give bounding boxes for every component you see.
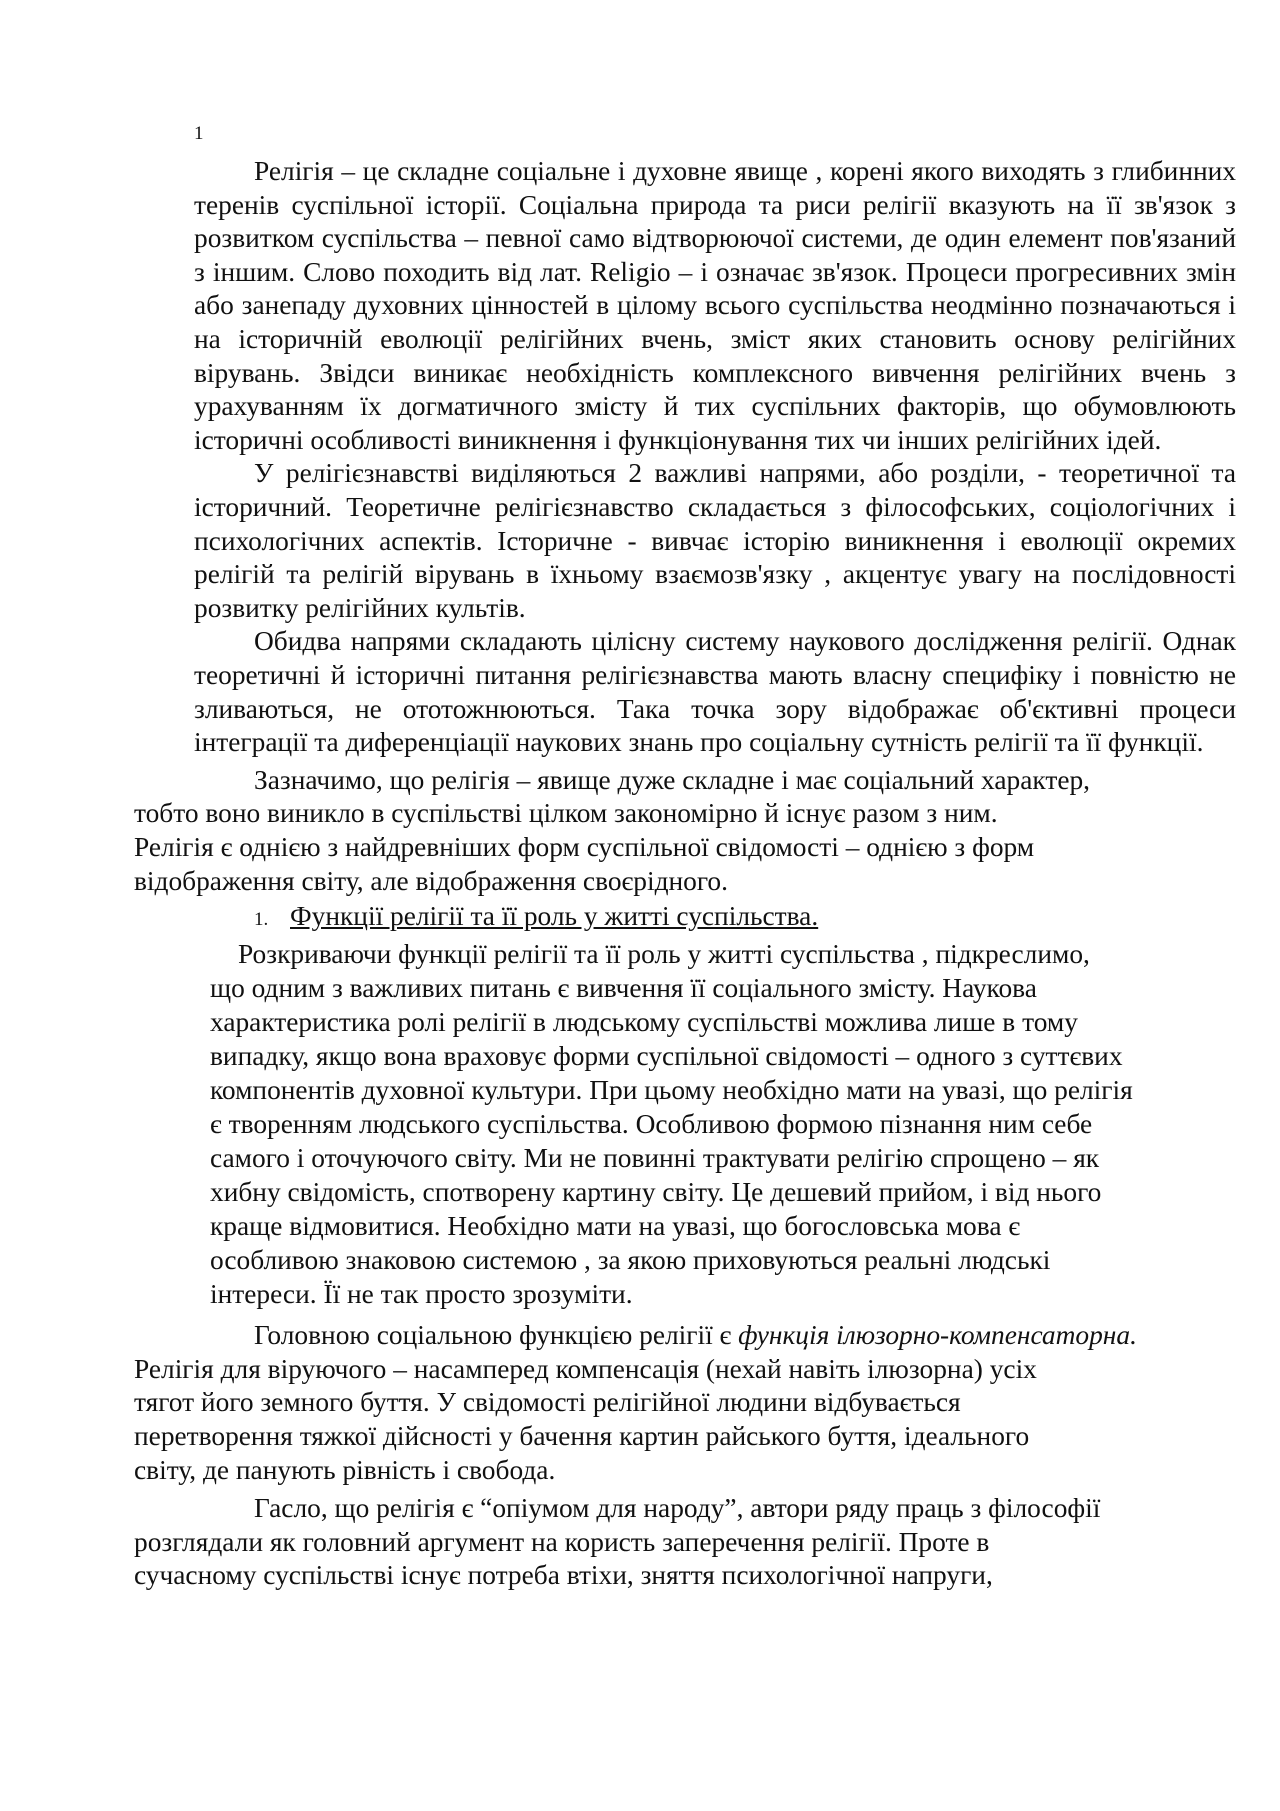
- text-line: Зазначимо, що релігія – явище дуже складне і має соціальний характер,: [254, 764, 1091, 795]
- text-line: тягот його земного буття. У свідомості релігійної людини відбувається: [134, 1387, 961, 1418]
- paragraph-functions-of-religion: [194, 937, 1236, 1311]
- text-line: характеристика ролі релігії в людському суспільстві можлива лише в тому: [210, 1006, 1078, 1037]
- text-line: сучасному суспільстві існує потреба втіхи, зняття психологічної напруги,: [134, 1560, 993, 1591]
- section-heading: [194, 899, 1236, 937]
- text-line: хибну свідомість, спотворену картину світу. Це дешевий прийом, і від нього: [210, 1176, 1102, 1207]
- text-line: тобто воно виникло в суспільстві цілком закономірно й існує разом з ним.: [134, 798, 998, 829]
- paragraph-integrated-system: Обидва напрями складають цілісну систему наукового дослідження релігії. Однак теоретичні й історичні питання релігієзнавства мають власну специфіку і повністю не зливаються, не ототожнюються. Така точка зору відображає об'єктивні процеси інтеграції та диференціації наукових знань про соціальну сутність релігії та її функції.: [194, 626, 1236, 758]
- text-line: Релігія є однією з найдревніших форм суспільної свідомості – однією з форм: [134, 832, 1035, 863]
- text-line: Гасло, що релігія є “опіумом для народу”, автори ряду праць з філософії: [254, 1492, 1101, 1523]
- emphasis-compensatory-function: функція ілюзорно-компенсаторна.: [738, 1319, 1137, 1350]
- text-line: світу, де панують рівність і свобода.: [134, 1455, 556, 1486]
- text-line: відображення світу, але відображення своєрідного.: [134, 866, 728, 897]
- document-body: [134, 155, 1236, 1593]
- paragraph-religion-definition: Релігія – це складне соціальне і духовне явище , корені якого виходять з глибинних теренів суспільної історії. Соціальна природа та риси релігії вказують на її зв'язок з розвитком суспільства – певної само відтворюючої системи, де один елемент пов'язаний з іншим. Слово походить від лат. Religio – і означає зв'язок. Процеси прогресивних змін або занепаду духовних цінностей в цілому всього суспільства неодмінно позначаються і на історичній еволюції релігійних вчень, зміст яких становить основу релігійних вірувань. Звідси виникає необхідність комплексного вивчення релігійних вчень з урахуванням їх догматичного змісту й тих суспільних факторів, що обумовлюють історичні особливості виникнення і функціонування тих чи інших релігійних ідей.: [194, 156, 1236, 455]
- text-line: що одним з важливих питань є вивчення її соціального змісту. Наукова: [210, 972, 1037, 1003]
- text-line: краще відмовитися. Необхідно мати на увазі, що богословська мова є: [210, 1210, 1021, 1241]
- text-line: розглядали як головний аргумент на користь заперечення релігії. Проте в: [134, 1526, 990, 1557]
- text-line: є творенням людського суспільства. Особливою формою пізнання ним себе: [210, 1108, 1093, 1139]
- section-title: Функції релігії та її роль у житті суспільства.: [290, 900, 819, 931]
- text-line: інтереси. Її не так просто зрозуміти.: [210, 1278, 633, 1309]
- paragraph-religious-studies-directions: У релігієзнавстві виділяються 2 важливі напрями, або розділи, - теоретичної та історичний. Теоретичне релігієзнавство складається з філософських, соціологічних і психологічних аспектів. Історичне - вивчає історію виникнення і еволюції окремих релігій та релігій вірувань в їхньому взаємозв'язку , акцентує увагу на послідовності розвитку релігійних культів.: [194, 458, 1236, 623]
- paragraph-social-character: [134, 764, 1236, 899]
- paragraph-opium-of-people: [134, 1492, 1236, 1593]
- text-line: Релігія для віруючого – насамперед компенсація (нехай навіть ілюзорна) усіх: [134, 1353, 1037, 1384]
- text-line: компонентів духовної культури. При цьому необхідно мати на увазі, що релігія: [210, 1074, 1133, 1105]
- text-line: перетворення тяжкої дійсності у бачення картин райського буття, ідеального: [134, 1421, 1030, 1452]
- text-line: випадку, якщо вона враховує форми суспільної свідомості – одного з суттєвих: [210, 1040, 1123, 1071]
- page-number: 1: [194, 123, 204, 144]
- text-line: Розкриваючи функції релігії та її роль у житті суспільства , підкреслимо,: [238, 938, 1090, 969]
- paragraph-compensatory-function: [134, 1319, 1236, 1488]
- text-line: Головною соціальною функцією релігії є: [254, 1319, 739, 1350]
- section-number: 1.: [254, 908, 269, 930]
- text-line: особливою знаковою системою , за якою приховуються реальні людські: [210, 1244, 1051, 1275]
- text-line: самого і оточуючого світу. Ми не повинні трактувати релігію спрощено – як: [210, 1142, 1100, 1173]
